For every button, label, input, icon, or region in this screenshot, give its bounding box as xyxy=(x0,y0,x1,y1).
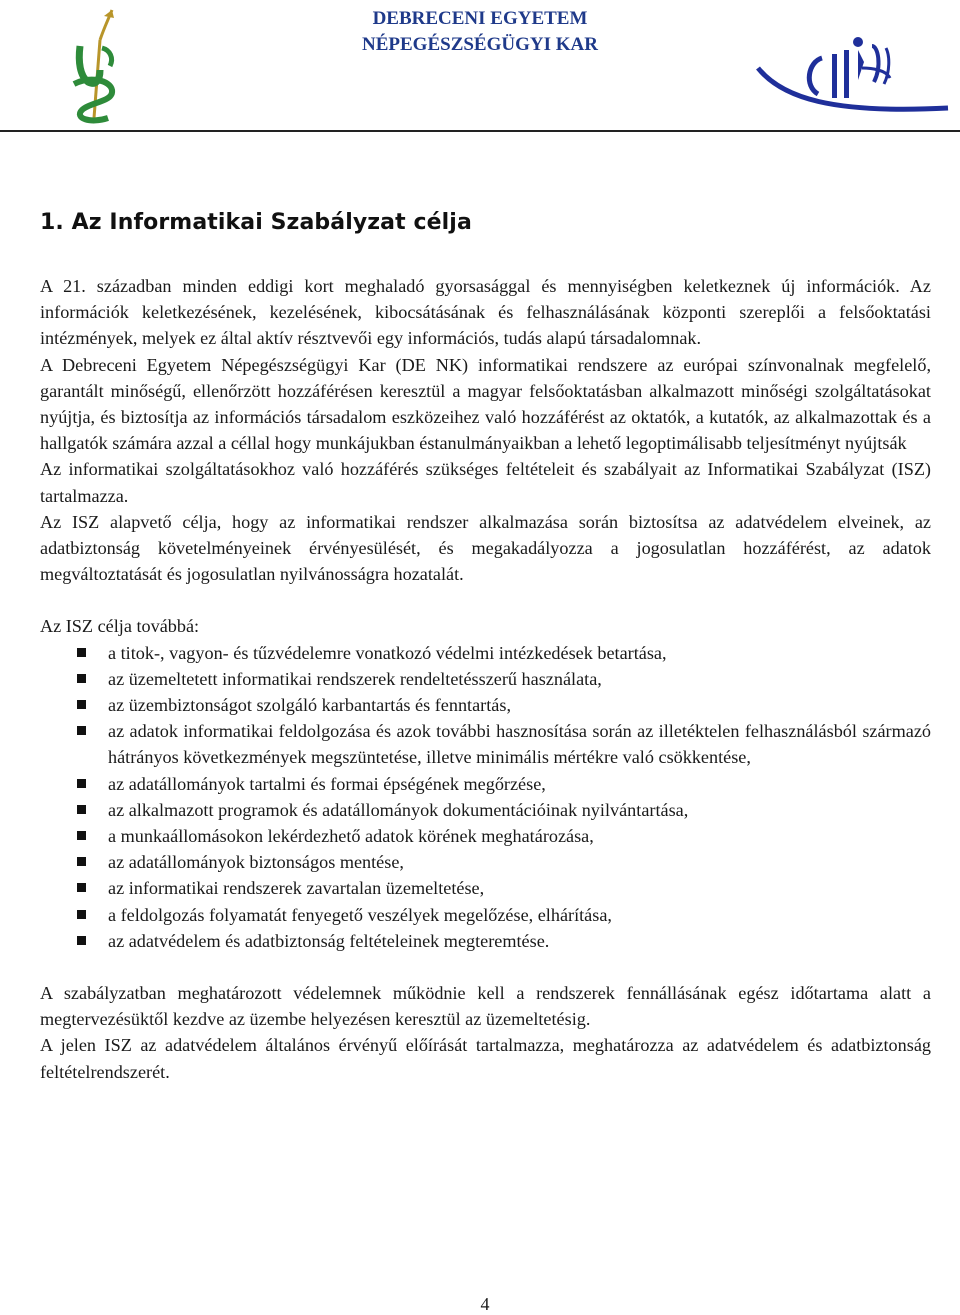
list-item: a munkaállomásokon lekérdezhető adatok körének meghatározása, xyxy=(40,823,931,849)
square-bullet-icon xyxy=(77,831,86,840)
square-bullet-icon xyxy=(77,674,86,683)
list-item: az alkalmazott programok és adatállományok dokumentációinak nyilvántartása, xyxy=(40,797,931,823)
header-line-1: DEBRECENI EGYETEM xyxy=(372,8,588,29)
paragraph-intro: A 21. században minden eddigi kort meghaladó gyorsasággal és mennyiségben keletkeznek új információk. Az információk keletkezésének, kezelésének, kibocsátásának és felhasználásának központi szereplői a felsőoktatási intézmények, melyek ez által aktív résztvevői egy információs, tudás alapú társadalomnak. xyxy=(40,276,931,349)
square-bullet-icon xyxy=(77,936,86,945)
list-intro: Az ISZ célja továbbá: xyxy=(40,616,200,637)
paragraph-de-nk: A Debreceni Egyetem Népegészségügyi Kar (DE NK) informatikai rendszere az európai színvonalnak megfelelő, garantált minőségű, ellenőrzött hozzáférésen keresztül a magyar felsőoktatásban alkalmazott minőségi szolgáltatásokat nyújtja, és biztosítja az információs társadalom eszközeihez való hozzáférést az oktatók, a kutatók, az alkalmazottak és a hallgatók számára azzal a céllal hogy munkájukban éstanulmányaikban a lehető legoptimálisabb teljesítményt nyújtsák xyxy=(40,354,931,454)
square-bullet-icon xyxy=(77,648,86,657)
spacer xyxy=(40,954,931,980)
list-item: az üzembiztonságot szolgáló karbantartás és fenntartás, xyxy=(40,692,931,718)
faculty-swoosh-logo xyxy=(752,28,952,120)
list-item: az adatvédelem és adatbiztonság feltételeinek megteremtése. xyxy=(40,928,931,954)
square-bullet-icon xyxy=(77,700,86,709)
list-item: az adatállományok biztonságos mentése, xyxy=(40,849,931,875)
list-item: az üzemeltetett informatikai rendszerek rendeltetésszerű használata, xyxy=(40,666,931,692)
paragraph-closing-2: A jelen ISZ az adatvédelem általános érvényű előírását tartalmazza, meghatározza az adatvédelem és adatbiztonság feltételrendszerét. xyxy=(40,1035,931,1082)
list-item: az adatok informatikai feldolgozása és azok további hasznosítása során az illetéktelen felhasználásból származó hátrányos következmények megszüntetése, illetve minimális mértékre való csökkentése, xyxy=(40,718,931,770)
square-bullet-icon xyxy=(77,726,86,735)
square-bullet-icon xyxy=(77,910,86,919)
square-bullet-icon xyxy=(77,857,86,866)
page-number: 4 xyxy=(480,1294,490,1314)
list-item: az adatállományok tartalmi és formai épségének megőrzése, xyxy=(40,771,931,797)
header-line-2: NÉPEGÉSZSÉGÜGYI KAR xyxy=(362,34,598,55)
document-body xyxy=(40,273,931,1085)
page-header xyxy=(0,0,960,134)
square-bullet-icon xyxy=(77,883,86,892)
paragraph-closing-1: A szabályzatban meghatározott védelemnek működnie kell a rendszerek fennállásának egész időtartama alatt a megtervezésüktől kezdve az üzembe helyezésen keresztül az üzemeltetésig. xyxy=(40,983,931,1030)
list-item: a feldolgozás folyamatát fenyegető veszélyek megelőzése, elhárítása, xyxy=(40,902,931,928)
paragraph-isz-content: Az informatikai szolgáltatásokhoz való hozzáférés szükséges feltételeit és szabályait az Informatikai Szabályzat (ISZ) tartalmazza. xyxy=(40,459,931,506)
spacer xyxy=(40,587,931,613)
list-item: a titok-, vagyon- és tűzvédelemre vonatkozó védelmi intézkedések betartása, xyxy=(40,640,931,666)
goals-list xyxy=(40,640,931,954)
list-item: az informatikai rendszerek zavartalan üzemeltetése, xyxy=(40,875,931,901)
paragraph-isz-goal: Az ISZ alapvető célja, hogy az informatikai rendszer alkalmazása során biztosítsa az adatvédelem elveinek, az adatbiztonság követelményeinek érvényesülését, és megakadályozza a jogosulatlan hozzáférést, az adatok megváltoztatását és jogosulatlan nyilvánosságra hozatalát. xyxy=(40,511,931,585)
section-title: 1. Az Informatikai Szabályzat célja xyxy=(40,210,472,235)
square-bullet-icon xyxy=(77,779,86,788)
university-crest-logo xyxy=(60,6,130,126)
header-divider xyxy=(0,130,960,132)
square-bullet-icon xyxy=(77,805,86,814)
